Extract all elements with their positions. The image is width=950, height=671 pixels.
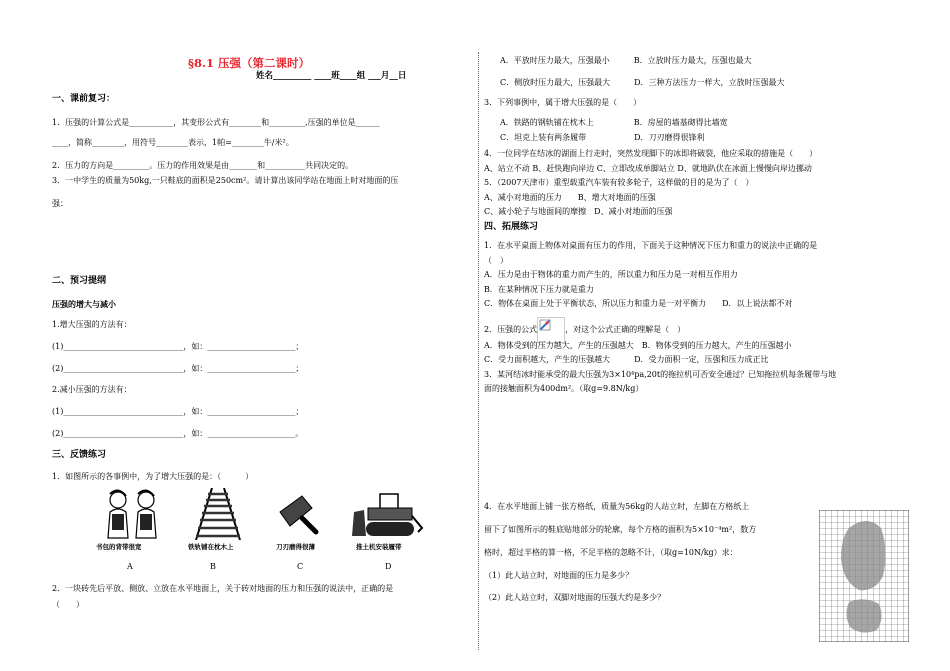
ext-q4-line1: 4．在水平地面上铺一张方格纸，质量为56kg的人站立时，左脚在方格纸上 [484, 502, 750, 511]
preview-subtitle: 压强的增大与减小 [52, 299, 116, 309]
review-q3-line2: 强： [52, 199, 68, 208]
railway-figure [190, 488, 246, 540]
ext-q4-sub2: （2）此人站立时，双脚对地面的压强大约是多少？ [484, 593, 666, 602]
column-divider [478, 52, 480, 650]
feedback-q4: 4．一位同学在结冰的湖面上行走时，突然发现脚下的冰即将破裂，他应采取的措施是（ ） [484, 149, 818, 158]
ext-q3-line1: 3．某河结冰时能承受的最大压强为3×10⁴pa,20t的拖拉机可否安全通过？已知拖拉机每条履带与地 [484, 370, 837, 379]
footprint-grid-figure [819, 510, 909, 642]
brick-options-cd: C．侧放时压力最大，压强最大 D．三种方法压力一样大，立放时压强最大 [500, 78, 785, 87]
q3-options-ab: A．铁路的钢轨铺在枕木上 B．房屋的墙基砌得比墙宽 [500, 118, 728, 127]
section-preview: 二、预习提纲 [52, 276, 107, 286]
ext-q2-options-cd: C．受力面积越大，产生的压强越大 D．受力面积一定，压强和压力成正比 [484, 355, 769, 364]
name-line: 姓名_________ ____班____组 ___月__日 [256, 71, 407, 81]
q4-options: A、站立不动 B、赶快跑向岸边 C、立即改成单脚站立 D、就地趴伏在冰面上慢慢向岸边挪动 [484, 164, 812, 173]
feedback-q1: 1．如图所示的各事例中，为了增大压强的是：（ ） [52, 472, 254, 481]
ext-q1-line2: （ ） [484, 256, 508, 265]
q3-options-cd: C．坦克上装有两条履带 D．刀刃磨得很锋利 [500, 133, 705, 142]
ext-q1-option-b: B．在某种情况下压力就是重力 [484, 285, 594, 294]
section-feedback: 三、反馈练习 [52, 450, 107, 460]
section-extension: 四、拓展练习 [484, 222, 539, 232]
ext-q2-options-ab: A．物体受到的压力越大，产生的压强越大 B．物体受到的压力越大，产生的压强越小 [484, 341, 792, 350]
ext-q1-option-a: A．压力是由于物体的重力而产生的，所以重力和压力是一对相互作用力 [484, 270, 738, 279]
q5-options-ab: A、减小对地面的压力 B、增大对地面的压强 [484, 193, 656, 202]
feedback-q2-line1: 2．一块砖先后平放、侧放、立放在水平地面上，关于砖对地面的压力和压强的说法中，正确的是 [52, 584, 394, 593]
caption-a: 书包的背带很宽 [96, 543, 142, 551]
caption-d: 推土机安装履带 [356, 543, 402, 551]
brick-options-ab: A．平放时压力最大，压强最小 B．立放时压力最大，压强也最大 [500, 56, 752, 65]
review-q1-line1: 1．压强的计算公式是___________，其变形公式有________和_________,压强的单位是______ [52, 118, 380, 127]
option-letter-a: A [127, 562, 133, 571]
bulldozer-figure [350, 488, 426, 540]
feedback-q5: 5．（2007天津市）重型载重汽车装有较多轮子，这样做的目的是为了（ ） [484, 178, 754, 187]
ext-q2-stem [484, 317, 685, 343]
ext-q1-option-cd: C．物体在桌面上处于平衡状态，所以压力和重力是一对平衡力 D．以上说法都不对 [484, 299, 793, 308]
feedback-q2-line2: （ ） [52, 600, 84, 609]
decrease-item-1: (1)______________________________，如：______________________； [52, 407, 304, 416]
option-letter-b: B [210, 562, 216, 571]
review-q3-line1: 3．一中学生的质量为50kg,一只鞋底的面积是250cm²。请计算出该同学站在地面上时对地面的压 [52, 176, 399, 185]
q5-options-cd: C、减小轮子与地面间的摩擦 D、减小对地面的压强 [484, 207, 673, 216]
ext-q4-sub1: （1）此人站立时，对地面的压力是多少？ [484, 571, 634, 580]
increase-item-2: (2)______________________________，如：______________________； [52, 364, 304, 373]
review-q2: 2．压力的方向是_________。压力的作用效果是由_______和__________共同决定的。 [52, 161, 354, 170]
ext-q4-line2: 留下了如图所示的鞋底贴地部分的轮廓，每个方格的面积为5×10⁻⁴m²，数方 [484, 525, 757, 534]
increase-heading: 1.增大压强的方法有： [52, 320, 132, 329]
decrease-heading: 2.减小压强的方法有： [52, 385, 132, 394]
increase-item-1: (1)______________________________，如：______________________； [52, 342, 304, 351]
pressure-formula-image [537, 317, 565, 343]
option-letter-d: D [385, 562, 392, 571]
option-letter-c: C [297, 562, 304, 571]
review-q1-line2: ____，简称________，用符号________表示，1帕=________牛/米²。 [52, 138, 294, 147]
feedback-q3: 3．下列事例中，属于增大压强的是（ ） [484, 98, 642, 107]
backpack-figure [98, 488, 168, 540]
ext-q3-line2: 面的接触面积为400dm²。（取g=9.8N/kg） [484, 384, 644, 393]
ext-q1-line1: 1．在水平桌面上物体对桌面有压力的作用，下面关于这种情况下压力和重力的说法中正确的是 [484, 241, 818, 250]
ext-q2-prefix: 2．压强的公式 [484, 325, 538, 334]
knife-figure [276, 492, 322, 538]
page-title: §8.1 压强（第二课时） [188, 56, 311, 70]
ext-q4-line3: 格时，超过半格的算一格，不足半格的忽略不计，（取g=10N/kg）求： [484, 548, 738, 557]
ext-q2-suffix: ，对这个公式正确的理解是（ ） [565, 325, 686, 334]
caption-b: 铁轨铺在枕木上 [188, 543, 234, 551]
broken-image-icon [539, 319, 551, 331]
decrease-item-2: (2)______________________________，如：______________________。 [52, 429, 304, 438]
section-review: 一、课前复习： [52, 94, 116, 104]
caption-c: 刀刃磨得很薄 [276, 543, 315, 551]
